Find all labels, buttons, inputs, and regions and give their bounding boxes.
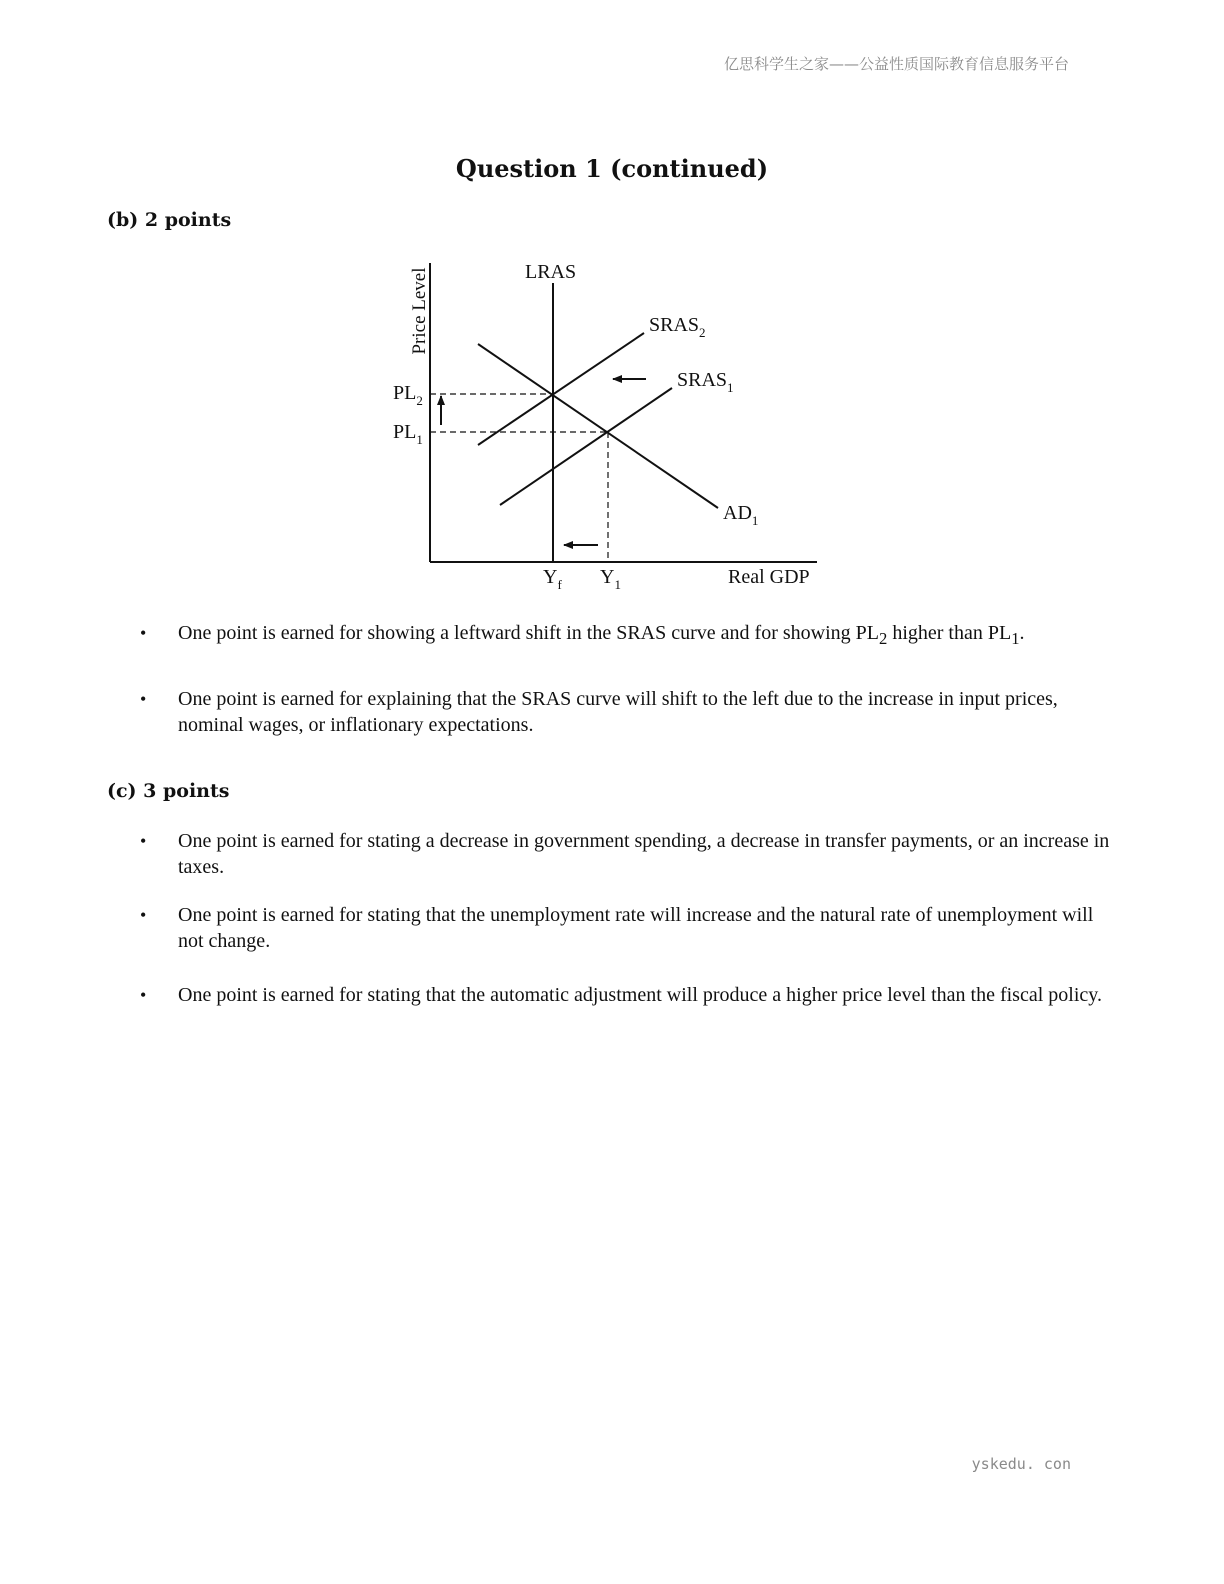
y1-label: $Y_1$ — [600, 566, 621, 592]
page-title: Question 1 (continued) — [455, 154, 769, 183]
sras2-line — [478, 333, 644, 445]
y-axis-label: Price Level — [409, 267, 430, 355]
lras-label: LRAS — [525, 261, 577, 283]
part-c-bullets — [140, 828, 1115, 1008]
list-item: • One point is earned for showing a leftward shift in the SRAS curve and for showing $PL_2$ higher than $PL_1$. — [140, 620, 1115, 652]
part-b-bullets — [140, 620, 1115, 738]
sras1-line — [500, 388, 672, 505]
list-item: • One point is earned for stating that the automatic adjustment will produce a higher price level than the fiscal policy. — [140, 982, 1115, 1008]
x-axis-label: Real GDP — [728, 566, 810, 588]
header-watermark: 亿思科学生之家——公益性质国际教育信息服务平台 — [723, 55, 1069, 73]
yf-label: $Y_f$ — [543, 566, 562, 592]
ad1-label: $AD_1$ — [723, 502, 759, 528]
ad-as-graph — [380, 245, 840, 600]
sras1-label: $SRAS_1$ — [677, 369, 734, 395]
pl2-label: $PL_2$ — [393, 382, 423, 408]
part-b-heading: (b) 2 points — [107, 209, 232, 231]
list-item: • One point is earned for stating that the unemployment rate will increase and the natural rate of unemployment will not change. — [140, 902, 1115, 954]
part-c-heading: (c) 3 points — [107, 780, 230, 802]
sras2-label: $SRAS_2$ — [649, 314, 706, 340]
pl1-label: $PL_1$ — [393, 421, 423, 447]
list-item: • One point is earned for explaining that the SRAS curve will shift to the left due to the increase in input prices, nominal wages, or inflationary expectations. — [140, 686, 1115, 738]
footer-site: yskedu. con — [971, 1455, 1071, 1473]
list-item: • One point is earned for stating a decrease in government spending, a decrease in transfer payments, or an increase in taxes. — [140, 828, 1115, 880]
